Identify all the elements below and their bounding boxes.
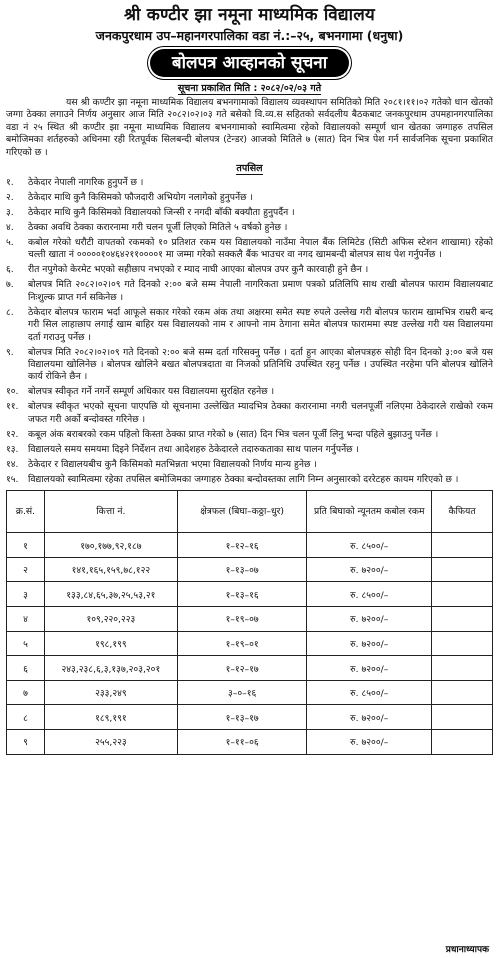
condition-text: ठेकेदार नेपाली नागरिक हुनुपर्ने छ । — [28, 177, 144, 189]
condition-item — [6, 429, 493, 441]
condition-number: ८. — [6, 306, 14, 318]
condition-text: बोलपत्र मिति २०८२।०२।०९ गते दिनको २:०० बजे सम्म नेपाली नागरिकता प्रमाण पत्रको प्रतिलिपि साथ राखी बोलपत्र फाराम विद्यालयबाट निःशुल्क प्राप्त गर्न सकिनेछ । — [28, 279, 493, 303]
condition-number: ५. — [6, 237, 14, 249]
cell-remarks — [432, 680, 493, 705]
condition-number: ४. — [6, 222, 14, 234]
condition-item — [6, 264, 493, 276]
table-row — [7, 582, 493, 607]
condition-item — [6, 347, 493, 384]
cell-remarks — [432, 631, 493, 656]
land-plots-table — [6, 490, 493, 754]
condition-number: ३. — [6, 207, 14, 219]
cell-minimum-bid: रु. ७२००/– — [307, 730, 432, 755]
cell-remarks — [432, 607, 493, 632]
condition-text: बोलपत्र स्वीकृत भएको सूचना पाएपछि यो सूचनामा उल्लेखित म्यादभित्र ठेक्का करारनामा नगरी चलनपूर्जी नलिएमा ठेकेदारले राखेको रकम जफत गरी अर्को बन्दोवस्त गरिनेछ । — [28, 401, 493, 425]
condition-item — [6, 474, 493, 486]
table-row — [7, 557, 493, 582]
cell-plot-number: २४३,२३८,६,३,१३७,२०३,२०१ — [44, 656, 177, 681]
table-row — [7, 705, 493, 730]
condition-item — [6, 444, 493, 456]
cell-serial: ६ — [7, 656, 45, 681]
condition-text: ठेकेदार माथि कुनै किसिमको फौजदारी अभियोग नलागेको हुनुपर्नेछ । — [28, 192, 253, 204]
cell-plot-number: १७०,१७७,९२,१८७ — [44, 533, 177, 558]
table-row — [7, 656, 493, 681]
cell-plot-number: १९८,१९९ — [44, 631, 177, 656]
cell-plot-number: १३३,८४,६५,३७,२५,५३,२१ — [44, 582, 177, 607]
table-row — [7, 730, 493, 755]
table-row — [7, 631, 493, 656]
table-header-row — [7, 491, 493, 533]
condition-number: ९. — [6, 346, 14, 358]
header-minimum-bid: प्रति बिघाको न्यूनतम कबोल रकम — [307, 491, 432, 533]
header-plot-number: कित्ता नं. — [44, 491, 177, 533]
intro-paragraph: यस श्री कण्टीर झा नमूना माध्यमिक विद्यालय बभनगामाको विद्यालय व्यवस्थापन समितिको मिति २०८१।११।०२ गतेको धान खेतको जग्गा ठेक्का लगाउने निर्णय अनुसार आज मिति २०८२।०२।०३ गते बसेको वि.व्य.स सहितको सर्वदलीय बैठकबाट जनकपुरधाम उपमहानगरपालिका वडा नं २५ स्थित श्री कण्टीर झा नमूना माध्यमिक विद्यालय बभनगामाको स्वामित्वमा रहेको विद्यालयको सम्पूर्ण धान खेतका जग्गाहरु तपसिल बमोजिमका शर्तहरुको अधिनमा रही रितपूर्वक सिलबन्दी बोलपत्र (टेन्डर) आजको मितिले ७ (सात) दिन भित्र पेश गर्न सार्वजनिक सूचना प्रकाशित गरिएको छ । — [6, 97, 493, 158]
conditions-title — [6, 163, 493, 175]
cell-area: १–१९–०१ — [177, 631, 307, 656]
condition-number: २. — [6, 192, 14, 204]
condition-number: १०. — [6, 386, 19, 398]
condition-text: विद्यालयको स्वामित्वमा रहेका तपसिल बमोजिमका जग्गाहरु ठेक्का बन्दोवस्तका लागि निम्न अनुसारको दररेटहरु कायम गरिएको छ । — [28, 473, 459, 485]
condition-item — [6, 401, 493, 426]
condition-text: रीत नपुगेको केरमेट भएको सहीछाप नभएको र म्याद नाघी आएका बोलपत्र उपर कुनै कारवाही हुने छैन । — [28, 264, 369, 276]
cell-remarks — [432, 656, 493, 681]
notice-title: बोलपत्र आव्हानको सूचना — [150, 49, 349, 77]
cell-area: १–१९–०७ — [177, 607, 307, 632]
cell-remarks — [432, 730, 493, 755]
condition-item — [6, 237, 493, 262]
cell-serial: ७ — [7, 680, 45, 705]
cell-serial: ४ — [7, 607, 45, 632]
header-area: क्षेत्रफल (बिघा–कठ्ठा–धुर) — [177, 491, 307, 533]
condition-text: कबूल अंक बराबरको रकम पहिलो किस्ता ठेक्का प्राप्त गरेको ७ (सात) दिन भित्र चलन पूर्जी लिनु भन्दा पहिले बुझाउनु पर्नेछ । — [28, 428, 439, 440]
cell-area: १–१३–०७ — [177, 557, 307, 582]
cell-remarks — [432, 582, 493, 607]
condition-text: ठेकेदार र विद्यालयबीच कुनै किसिमको मतभिन्नता भएमा विद्यालयको निर्णय मान्य हुनेछ । — [28, 458, 317, 470]
header-remarks: कैफियत — [432, 491, 493, 533]
condition-text: बोलपत्र स्वीकृत गर्ने नगर्ने सम्पूर्ण अधिकार यस विद्यालयमा सुरक्षित रहनेछ । — [28, 386, 275, 398]
cell-plot-number: २५५,२२३ — [44, 730, 177, 755]
cell-minimum-bid: रु. ८५००/– — [307, 582, 432, 607]
cell-minimum-bid: रु. ७२००/– — [307, 656, 432, 681]
cell-area: १–१३–१७ — [177, 705, 307, 730]
condition-item — [6, 192, 493, 204]
condition-text: बोलपत्र मिति २०८२।०२।०९ गते दिनको २:०० बजे सम्म दर्ता गरिसक्नु पर्नेछ । दर्ता हुन आएका बोलपत्रहरु सोही दिन दिनको ३:०० बजे यस विद्यालयमा खोलिनेछ । बोलपत्र खोलिने बखत बोलपत्रदाता वा निजको प्रतिनिधि उपस्थित रहनु पर्नेछ । उपस्थित नरहेमा पनि बोलपत्र खोलिने कार्य रोकिने छैन । — [28, 346, 493, 383]
condition-text: ठेक्का अवधि ठेक्का करारनामा गरी चलन पूर्जी लिएको मितिले ५ वर्षको हुनेछ । — [28, 222, 288, 234]
cell-area: १–११–०६ — [177, 730, 307, 755]
cell-minimum-bid: रु. ७२००/– — [307, 607, 432, 632]
cell-remarks — [432, 557, 493, 582]
condition-number: १५. — [6, 473, 19, 485]
cell-area: १–१२–१६ — [177, 533, 307, 558]
cell-plot-number: १४१,१६५,१५९,७८,१२२ — [44, 557, 177, 582]
condition-item — [6, 459, 493, 471]
cell-plot-number: १०९,२२०,२२३ — [44, 607, 177, 632]
table-row — [7, 680, 493, 705]
condition-item — [6, 279, 493, 304]
cell-area: १–१२–१७ — [177, 656, 307, 681]
condition-text: कबोल गरेको धरौटी वापतको रकमको १० प्रतिशत रकम यस विद्यालयको नाउँमा नेपाल बैंक लिमिटेड (सिटी अफिस स्टेशन शाखामा) रहेको चल्ती खाता नं ०००००१०४६४२११००००१ मा जम्मा गरेको सक्कलै बैंक भाउचर वा नगद खामबन्दी बोलपत्र साथ पेश गर्नुपर्नेछ । — [28, 237, 493, 261]
cell-plot-number: १८९,१९१ — [44, 705, 177, 730]
notice-banner-wrap — [6, 49, 493, 79]
condition-number: १२. — [6, 428, 19, 440]
cell-serial: २ — [7, 557, 45, 582]
cell-minimum-bid: रु. ८५००/– — [307, 533, 432, 558]
cell-minimum-bid: रु. ८५००/– — [307, 680, 432, 705]
condition-number: १. — [6, 177, 14, 189]
condition-item — [6, 222, 493, 234]
condition-number: १४. — [6, 458, 19, 470]
cell-serial: ९ — [7, 730, 45, 755]
publication-date-text: सूचना प्रकाशित मिति : २०८२/०२/०३ गते — [177, 83, 322, 94]
headteacher-signature-label: प्रधानाध्यापक — [445, 945, 489, 955]
cell-serial: ८ — [7, 705, 45, 730]
condition-number: ६. — [6, 264, 14, 276]
cell-minimum-bid: रु. ७२००/– — [307, 557, 432, 582]
condition-item — [6, 386, 493, 398]
conditions-title-text: तपसिल — [236, 163, 263, 175]
cell-minimum-bid: रु. ७२००/– — [307, 705, 432, 730]
cell-serial: ३ — [7, 582, 45, 607]
condition-item — [6, 307, 493, 344]
condition-item — [6, 207, 493, 219]
table-row — [7, 607, 493, 632]
cell-plot-number: २३३,२४९ — [44, 680, 177, 705]
condition-number: ११. — [6, 401, 19, 413]
condition-number: १३. — [6, 443, 19, 455]
cell-area: ३–०–१६ — [177, 680, 307, 705]
cell-remarks — [432, 705, 493, 730]
condition-text: ठेकेदार बोलपत्र फाराम भर्दा आफूले सकार गरेको रकम अंक तथा अक्षरमा समेत स्पष्ट रुपले उल्लेख गरी बोलपत्र फाराम खामभित्र राम्ररी बन्द गरी सिल लाहाछाप लगाई खाम बाहिर यस विद्यालयको नाम र आफ्नो नाम ठेगाना समेत बोलपत्र फाराममा स्पष्ट उल्लेख गरी यस विद्यालयमा दर्ता गराउनु पर्नेछ । — [28, 306, 493, 343]
cell-serial: १ — [7, 533, 45, 558]
conditions-list — [6, 177, 493, 486]
publication-date — [6, 83, 493, 95]
condition-number: ७. — [6, 279, 14, 291]
school-name: श्री कण्टीर झा नमूना माध्यमिक विद्यालय — [124, 5, 375, 25]
table-row — [7, 533, 493, 558]
cell-remarks — [432, 533, 493, 558]
condition-item — [6, 177, 493, 189]
condition-text: ठेकेदार माथि कुनै किसिमको विद्यालयको जिन्सी र नगदी बाँकी बक्यौता हुनुपर्दैन । — [28, 207, 295, 219]
school-address: जनकपुरधाम उप–महानगरपालिका वडा नं.:–२५, बभनगामा (धनुषा) — [95, 28, 404, 43]
cell-minimum-bid: रु. ७२००/– — [307, 631, 432, 656]
cell-area: १–१३–१६ — [177, 582, 307, 607]
cell-serial: ५ — [7, 631, 45, 656]
condition-text: विद्यालयले समय समयमा दिइने निर्देशन तथा आदेशहरु ठेकेदारले तदारुकताका साथ पालन गर्नुपर्नेछ । — [28, 443, 360, 455]
header-serial: क्र.सं. — [7, 491, 45, 533]
